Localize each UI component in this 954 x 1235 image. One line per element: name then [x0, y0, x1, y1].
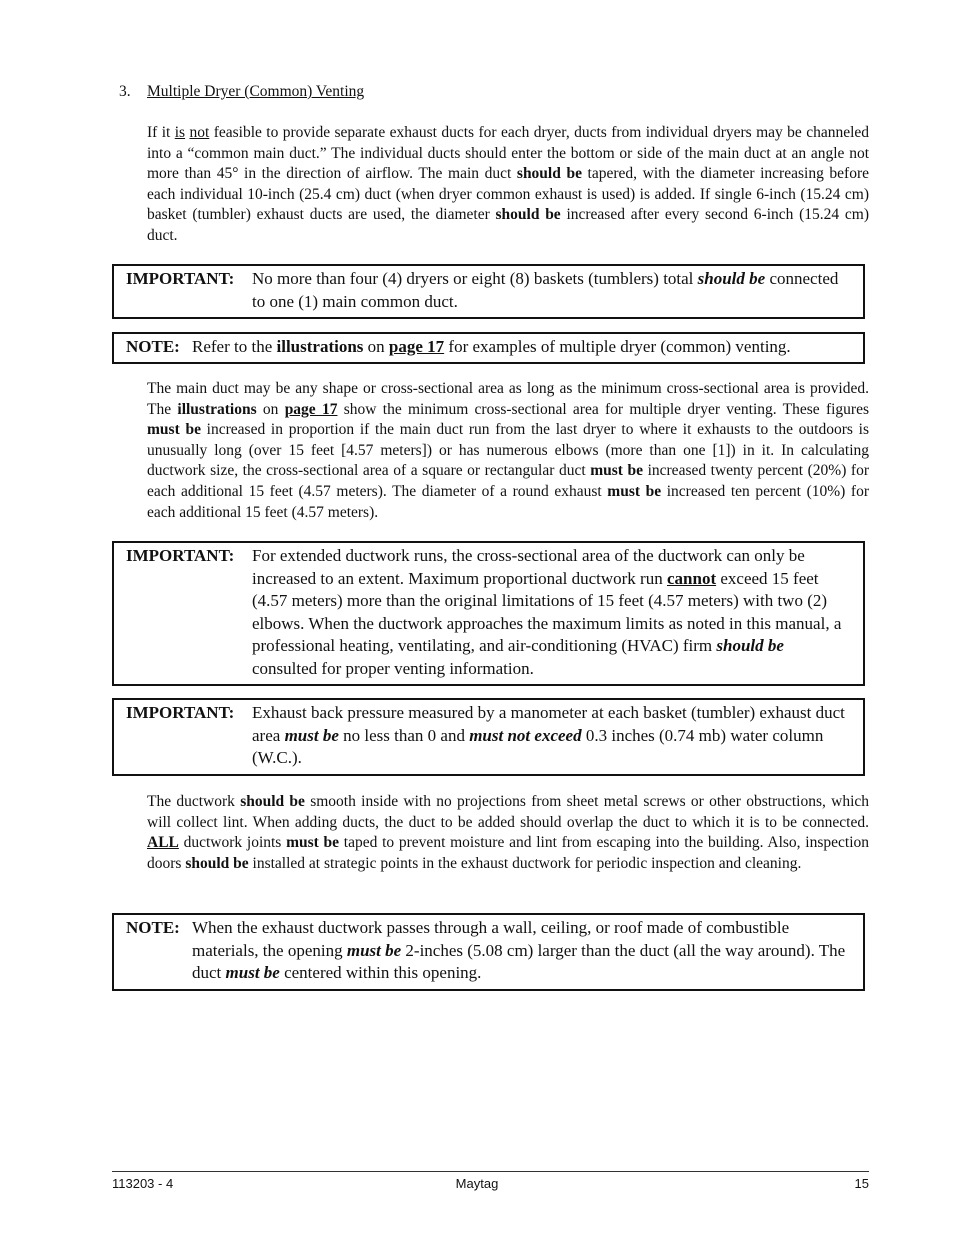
emphasis-should-be: should be — [516, 165, 582, 183]
paragraph-main-duct — [147, 379, 869, 523]
emphasis-should-be: should be — [495, 206, 561, 224]
important-label: IMPORTANT: — [126, 269, 235, 288]
text: If it — [147, 124, 175, 141]
emphasis-must-be: must be — [225, 963, 280, 983]
emphasis-must-be: must be — [147, 421, 201, 439]
text: no less than 0 and — [338, 725, 470, 745]
text: connected to one (1) main common duct. — [252, 269, 839, 311]
text: The ductwork — [147, 793, 241, 810]
emphasis-cannot: cannot — [666, 568, 717, 588]
emphasis-should-be: should be — [185, 854, 249, 872]
text: centered within this opening. — [279, 963, 482, 983]
text: smooth inside with no projections from sheet metal screws or other obstructions, which will collect lint. When adding ducts, the duct to be added should overlap the duct to which it is to be connected. — [147, 793, 870, 831]
text: exceed 15 feet (4.57 meters) more than the original limitations of 15 feet (4.57 meters) with two (2) elbows. When the ductwork approaches the maximum limits as noted in this manual, a professional heating, ventilating, and air-conditioning (HVAC) firm — [252, 568, 842, 656]
important-box-max-dryers — [112, 264, 865, 319]
important-label: IMPORTANT: — [126, 546, 235, 565]
section-number: 3. — [119, 83, 131, 100]
important-box-back-pressure — [112, 698, 865, 776]
text: increased ten percent (10%) for each additional 15 feet (4.57 meters). — [147, 482, 869, 521]
text: consulted for proper venting information. — [252, 658, 534, 678]
text: When the exhaust ductwork passes through a wall, ceiling, or roof made of combustible materials, the opening — [192, 918, 790, 960]
text: No more than four (4) dryers or eight (8) baskets (tumblers) total — [252, 269, 698, 288]
emphasis-all: ALL — [147, 834, 179, 852]
text: 2-inches (5.08 cm) larger than the duct (all the way around). The duct — [192, 940, 846, 983]
note-box-illustrations — [112, 332, 865, 364]
text: increased after every second 6-inch (15.24 cm) duct. — [147, 206, 869, 244]
emphasis-must-be: must be — [590, 462, 644, 480]
emphasis-illustrations: illustrations — [276, 337, 364, 356]
emphasis-must-be: must be — [607, 482, 662, 500]
footer-page-number: 15 — [854, 1176, 869, 1191]
section-heading — [119, 83, 364, 101]
paragraph-ductwork — [147, 792, 869, 874]
note-text — [114, 915, 863, 985]
page-link[interactable]: page 17 — [284, 400, 338, 418]
text: on — [363, 337, 389, 356]
text: increased in proportion if the main duct run from the last dryer to where it exhausts to the outdoors is unusually long (over 15 feet [4.57 meters]) or has numerous elbows (more than one [1]) in it. In calculating ductwork size, the cross-sectional area of a square or rectangular duct — [147, 421, 869, 480]
emphasis-should-be: should be — [716, 636, 784, 656]
text: feasible to provide separate exhaust ducts for each dryer, ducts from individual dryers may be channeled into a “common main duct.” The individual ducts should enter the bottom or side of the main duct at an angle not more than 45° in the direction of airflow. The main duct — [147, 124, 870, 183]
emphasis-should-be: should be — [697, 269, 766, 288]
text: The main duct may be any shape or cross-sectional area as long as the minimum cross-sectional area is provided. The — [147, 380, 869, 418]
note-text — [114, 334, 863, 359]
text: taped to prevent moisture and lint from escaping into the building. Also, inspection doors — [147, 834, 869, 872]
emphasis-is: is — [174, 124, 186, 141]
emphasis-not: not — [189, 124, 210, 141]
text: 0.3 inches (0.74 mb) water column (W.C.). — [252, 725, 824, 768]
footer-brand: Maytag — [455, 1176, 499, 1191]
emphasis-must-not-exceed: must not exceed — [469, 725, 582, 745]
text: show the minimum cross-sectional area for multiple dryer venting. These figures — [337, 400, 869, 418]
page-link[interactable]: page 17 — [388, 337, 445, 356]
section-title: Multiple Dryer (Common) Venting — [147, 83, 365, 100]
text: Refer to the — [192, 337, 277, 356]
emphasis-must-be: must be — [284, 725, 339, 745]
text: For extended ductwork runs, the cross-sectional area of the ductwork can only be increased to an extent. Maximum proportional ductwork run — [252, 546, 805, 588]
text: installed at strategic points in the exhaust ductwork for periodic inspection and cleaning. — [248, 854, 802, 872]
text: Exhaust back pressure measured by a manometer at each basket (tumbler) exhaust duct area — [252, 703, 845, 745]
emphasis-must-be: must be — [346, 940, 402, 960]
text: ductwork joints — [178, 834, 287, 852]
text: increased twenty percent (20%) for each additional 15 feet (4.57 meters). The diameter of a round exhaust — [147, 462, 869, 500]
important-box-extended-runs — [112, 541, 865, 686]
text: on — [256, 400, 285, 418]
footer-divider — [112, 1171, 869, 1172]
note-label: NOTE: — [126, 337, 180, 356]
emphasis-illustrations: illustrations — [177, 400, 257, 418]
paragraph-common-duct — [147, 123, 869, 247]
note-box-combustible — [112, 913, 865, 991]
emphasis-must-be: must be — [286, 834, 340, 852]
note-label: NOTE: — [126, 918, 180, 937]
important-label: IMPORTANT: — [126, 703, 235, 722]
text: for examples of multiple dryer (common) venting. — [444, 337, 791, 356]
emphasis-should-be: should be — [240, 793, 305, 810]
footer-doc-number: 113203 - 4 — [112, 1176, 174, 1191]
text: tapered, with the diameter increasing before each individual 10-inch (25.4 cm) duct (when dryer common exhaust is used) is added. If single 6-inch (15.24 cm) basket (tumbler) exhaust ducts are used, the diameter — [147, 165, 869, 224]
